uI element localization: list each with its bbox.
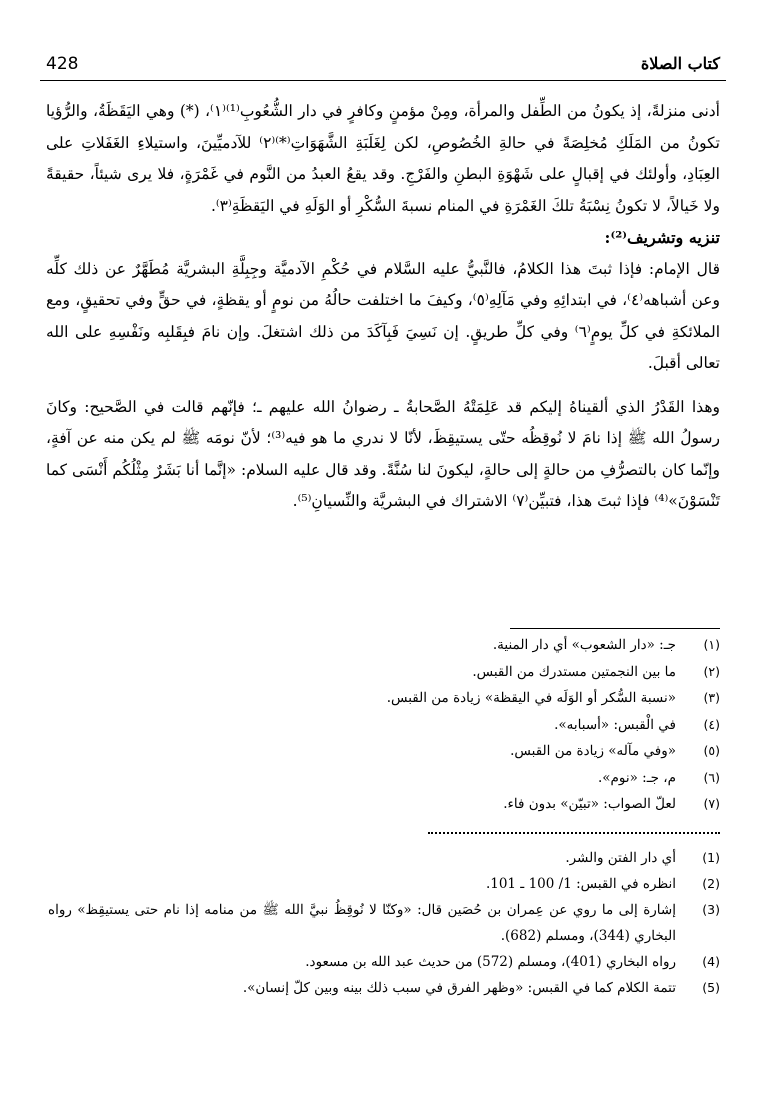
footnote [48,659,720,686]
footnote [48,845,720,871]
footnote-number: (4) [702,954,720,969]
footnote-number: (3) [702,902,720,917]
footnote-text: تتمة الكلام كما في القبس: «وظهر الفرق في سبب ذلك بينه وبين كلّ إنسان». [242,980,676,996]
footnote [48,949,720,975]
footnote [48,791,720,818]
footnote-number: (٢) [703,663,720,679]
footnote-text: «نسبة السُّكر أو الوَلَه في اليقظة» زيادة من القبس. [386,690,676,706]
footnotes-editor [48,845,720,1001]
footnote-separator [510,628,720,629]
footnote-text: أي دار الفتن والشر. [565,850,676,866]
footnote [48,685,720,712]
footnote-number: (5) [702,980,720,995]
footnote [48,897,720,949]
footnote [48,765,720,792]
main-text [46,96,720,518]
footnote-text: لعلّ الصواب: «تبيّن» بدون فاء. [503,796,676,812]
footnote-number: (٥) [703,743,720,758]
paragraph: وهذا القَدْرُ الذي ألقيناهُ إليكم قد عَلِمَتْهُ الصَّحابةُ ـ رضوانُ الله عليهم ـ؛ فإنّهم قالت في الصَّحيح: وكانَ رسولُ الله ﷺ إذا نامَ لا نُوقِظُه حتّى يستيقِظَ، لأنّا لا ندري ما هو فيه⁽³⁾؛ لأنّ نومَه ﷺ لم يكن منه عن آفةٍ، وإنّما كان بالتصرُّفِ من حالةٍ إلى حالةٍ، ليكونَ لنا سُنَّةً. وقد قال عليه السلام: «إنَّما أنا بَشَرٌ مِثْلُكُم أَنْسَى كما تَنْسَوْنَ»⁽⁴⁾ فإذا ثبتَ هذا، فتبيِّن⁽٧⁾ الاشتراك في البشريَّة والنِّسيانِ⁽⁵⁾. [46,397,720,510]
footnote-text: م، جـ: «نوم». [597,769,676,786]
footnote-text: «وفي مآله» زيادة من القبس. [510,743,676,759]
footnote-text: في الْقبس: «أسبابه». [554,716,676,733]
dotted-separator [428,832,720,834]
footnote [48,738,720,765]
footnote-number: (٤) [703,716,720,732]
footnote-text: رواه البخاري (401)، ومسلم (572) من حديث عبد الله بن مسعود. [305,954,676,970]
footnote [48,632,720,659]
footnote [48,712,720,739]
paragraph: أدنى منزلةً، إذ يكونُ من الطِّفل والمرأة، ومِنْ مؤمنٍ وكافرٍ في دار الشُّعُوبِ⁽¹⁾⁽١⁾، (*) وهي اليَقَظَةُ، والرُّؤيا تكونُ من المَلَكِ مُخلِصَةً في حالةِ الخُصُوصِ، لكن لِغَلَبَةِ الشَّهَوَاتِ⁽*⁾⁽٢⁾ للآدميِّينَ، واستيلاءِ الغَفَلاتِ على العِبَادِ، وأولئك في إقبالٍ على شَهْوَةِ البطنِ والفَرْجِ. وقد يقعُ العبدُ من النَّوم في غَمْرَةٍ، فلا يرى شيئاً، حقيقةً ولا خَيالاً، لا تكونُ نِسْبَةُ تلكَ الغَمْرَةِ في المنام نسبةَ السُّكْرِ أو الوَلَهِ في اليَقظَةِ⁽٣⁾. [46,102,720,215]
footnote-text: جـ: «دار الشعوب» أي دار المنية. [492,637,676,653]
footnotes-arabic [48,632,720,818]
section-heading: تنزيه وتشريف⁽²⁾: [604,228,720,247]
footnote [48,871,720,897]
footnote-number: (٧) [703,796,720,811]
footnote-number: (2) [702,876,720,891]
page-header [40,52,726,82]
footnote-text: ما بين النجمتين مستدرك من القبس. [472,663,676,680]
footnote-number: (٦) [703,769,720,785]
footnote-text: إشارة إلى ما روي عن عِمران بن حُصَين قال: «وكنّا لا نُوقِظُ نبيَّ الله ﷺ من منامه إذا نام حتى يستيقِظ» رواه البخاري (344)، ومسلم (682). [48,902,676,944]
page-number: 428 [46,54,79,74]
book-title: كتاب الصلاة [640,54,720,73]
paragraph: قال الإمام: فإذا ثبتَ هذا الكلامُ، فالنَّبيُّ عليه السَّلام في حُكْمِ الآدميَّة وجِبِلَّةِ البشريَّة مُطَهَّرٌ عن ذلك كلِّه وعن أشباهه⁽٤⁾، في ابتدائِهِ وفي مَآلِهِ⁽٥⁾، وكيفَ ما اختلفت حالُهُ من نومٍ أو يقظةٍ، في حقٍّ وفي تحقيقٍ، ومع الملائكةِ في كلِّ يومٍ⁽٦⁾ وفي كلِّ طريقٍ. إن نَسِيَ فَبِآكَدَ من ذلك اشتغلَ. وإن نامَ فبِقَلبِه ونَفْسِهِ على الله تعالى أقبلَ. [46,259,721,372]
footnote-number: (1) [702,850,720,865]
footnote-number: (١) [703,637,720,652]
header-rule [40,80,726,81]
footnote-number: (٣) [703,690,720,705]
footnote [48,975,720,1001]
footnote-text: انظره في القبس: 1/ 100 ـ 101. [485,876,676,892]
